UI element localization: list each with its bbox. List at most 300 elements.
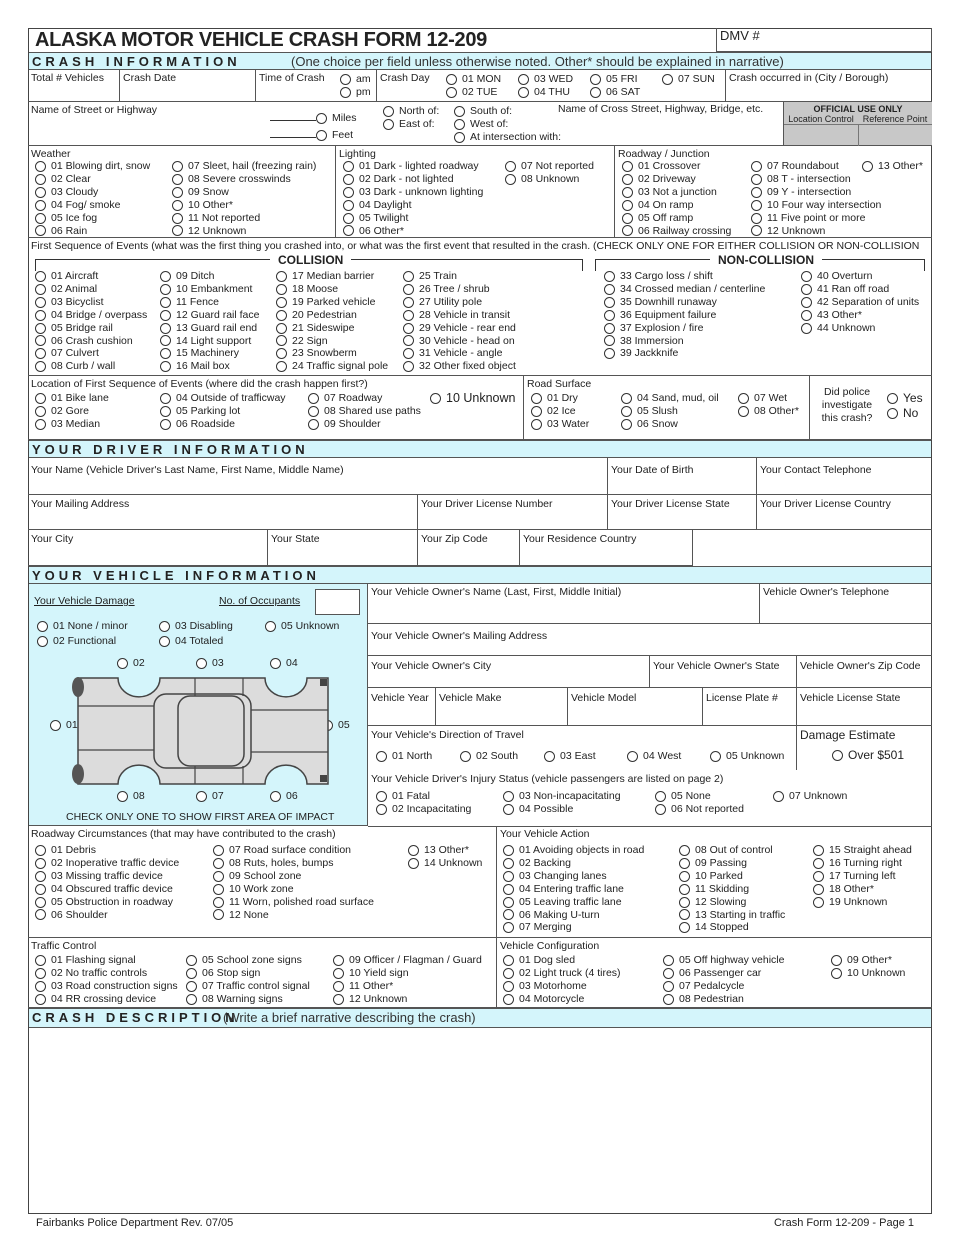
traffic-control-radio-option[interactable] — [35, 980, 178, 993]
roadway-radio-option[interactable] — [622, 225, 731, 238]
direction-radio-option[interactable] — [710, 750, 784, 763]
radio-circle-icon[interactable] — [172, 187, 183, 198]
radio-circle-icon[interactable] — [186, 968, 197, 979]
radio-circle-icon[interactable] — [172, 200, 183, 211]
radio-circle-icon[interactable] — [531, 393, 542, 404]
radio-circle-icon[interactable] — [160, 406, 171, 417]
configuration-radio-option[interactable] — [503, 954, 621, 967]
radio-circle-icon[interactable] — [265, 621, 276, 632]
radio-circle-icon[interactable] — [604, 323, 615, 334]
weather-radio-option[interactable] — [172, 199, 316, 212]
noncollision-radio-option[interactable] — [801, 322, 919, 335]
radio-circle-icon[interactable] — [160, 348, 171, 359]
collision-radio-option[interactable] — [160, 309, 259, 322]
vehicle-license-state-field[interactable] — [797, 688, 932, 726]
traffic-control-radio-option[interactable] — [333, 980, 482, 993]
radio-circle-icon[interactable] — [622, 187, 633, 198]
noncollision-radio-option[interactable] — [604, 270, 765, 283]
time-radio-option[interactable] — [340, 86, 371, 99]
vehicle-action-radio-option[interactable] — [679, 844, 785, 857]
radio-circle-icon[interactable] — [276, 310, 287, 321]
roadway-radio-option[interactable] — [622, 160, 731, 173]
radio-circle-icon[interactable] — [35, 310, 46, 321]
radio-circle-icon[interactable] — [503, 968, 514, 979]
state-field[interactable] — [268, 530, 418, 566]
weather-radio-option[interactable] — [35, 173, 150, 186]
traffic-control-radio-option[interactable] — [35, 993, 178, 1006]
radio-circle-icon[interactable] — [679, 922, 690, 933]
collision-radio-option[interactable] — [160, 270, 259, 283]
radio-circle-icon[interactable] — [503, 791, 514, 802]
radio-circle-icon[interactable] — [276, 335, 287, 346]
radio-circle-icon[interactable] — [35, 994, 46, 1005]
distance-input[interactable] — [270, 120, 316, 121]
collision-radio-option[interactable] — [276, 360, 388, 373]
radio-circle-icon[interactable] — [35, 323, 46, 334]
roadway-radio-option[interactable] — [751, 173, 881, 186]
time-radio-option[interactable] — [340, 73, 371, 86]
radio-circle-icon[interactable] — [308, 419, 319, 430]
road-surface-radio-option[interactable] — [531, 418, 589, 431]
injury-radio-option[interactable] — [376, 790, 471, 803]
collision-radio-option[interactable] — [160, 296, 259, 309]
radio-circle-icon[interactable] — [430, 393, 441, 404]
weather-radio-option[interactable] — [35, 186, 150, 199]
collision-radio-option[interactable] — [35, 322, 147, 335]
radio-circle-icon[interactable] — [531, 406, 542, 417]
radio-circle-icon[interactable] — [663, 968, 674, 979]
injury-radio-option[interactable] — [376, 803, 471, 816]
radio-circle-icon[interactable] — [213, 884, 224, 895]
vehicle-action-radio-option[interactable] — [503, 921, 644, 934]
vehicle-action-radio-option[interactable] — [503, 909, 644, 922]
vehicle-action-radio-option[interactable] — [503, 857, 644, 870]
radio-circle-icon[interactable] — [35, 419, 46, 430]
radio-circle-icon[interactable] — [403, 348, 414, 359]
impact-area-radio-option[interactable] — [196, 790, 224, 803]
collision-radio-option[interactable] — [403, 270, 516, 283]
circumstance-radio-option[interactable] — [35, 844, 179, 857]
radio-circle-icon[interactable] — [333, 955, 344, 966]
radio-circle-icon[interactable] — [35, 187, 46, 198]
radio-circle-icon[interactable] — [887, 408, 898, 419]
collision-radio-option[interactable] — [403, 322, 516, 335]
radio-circle-icon[interactable] — [679, 897, 690, 908]
collision-radio-option[interactable] — [276, 322, 388, 335]
radio-circle-icon[interactable] — [186, 981, 197, 992]
roadway-radio-option[interactable] — [622, 212, 731, 225]
lighting-radio-option[interactable] — [343, 160, 483, 173]
radio-circle-icon[interactable] — [503, 922, 514, 933]
configuration-radio-option[interactable] — [663, 993, 784, 1006]
radio-circle-icon[interactable] — [35, 225, 46, 236]
collision-radio-option[interactable] — [276, 296, 388, 309]
radio-circle-icon[interactable] — [887, 393, 898, 404]
radio-circle-icon[interactable] — [316, 113, 327, 124]
dob-field[interactable] — [608, 458, 757, 495]
collision-radio-option[interactable] — [35, 309, 147, 322]
impact-area-radio-option[interactable] — [270, 790, 298, 803]
police-radio-option[interactable] — [887, 391, 923, 406]
location-radio-option[interactable] — [160, 405, 286, 418]
radio-circle-icon[interactable] — [403, 284, 414, 295]
radio-circle-icon[interactable] — [604, 335, 615, 346]
circumstance-radio-option[interactable] — [35, 857, 179, 870]
radio-circle-icon[interactable] — [503, 884, 514, 895]
radio-circle-icon[interactable] — [213, 871, 224, 882]
radio-circle-icon[interactable] — [316, 130, 327, 141]
radio-circle-icon[interactable] — [403, 323, 414, 334]
impact-area-radio-option[interactable] — [270, 657, 298, 670]
impact-area-radio-option[interactable] — [196, 657, 224, 670]
weather-radio-option[interactable] — [35, 199, 150, 212]
license-state-field[interactable] — [608, 495, 757, 530]
traffic-control-radio-option[interactable] — [333, 993, 482, 1006]
configuration-radio-option[interactable] — [663, 967, 784, 980]
radio-circle-icon[interactable] — [460, 751, 471, 762]
radio-circle-icon[interactable] — [454, 119, 465, 130]
radio-circle-icon[interactable] — [343, 161, 354, 172]
license-number-field[interactable] — [418, 495, 608, 530]
radio-circle-icon[interactable] — [503, 955, 514, 966]
weather-radio-option[interactable] — [35, 160, 150, 173]
radio-circle-icon[interactable] — [35, 393, 46, 404]
phone-field[interactable] — [757, 458, 932, 495]
radio-circle-icon[interactable] — [160, 297, 171, 308]
configuration-radio-option[interactable] — [503, 967, 621, 980]
road-surface-radio-option[interactable] — [621, 392, 719, 405]
radio-circle-icon[interactable] — [831, 955, 842, 966]
collision-radio-option[interactable] — [403, 283, 516, 296]
vehicle-action-radio-option[interactable] — [813, 844, 912, 857]
collision-radio-option[interactable] — [403, 360, 516, 373]
radio-circle-icon[interactable] — [213, 909, 224, 920]
configuration-radio-option[interactable] — [503, 993, 621, 1006]
radio-circle-icon[interactable] — [604, 271, 615, 282]
vehicle-action-radio-option[interactable] — [679, 883, 785, 896]
day-radio-option[interactable] — [518, 73, 573, 86]
radio-circle-icon[interactable] — [276, 271, 287, 282]
radio-circle-icon[interactable] — [276, 284, 287, 295]
roadway-radio-option[interactable] — [751, 199, 881, 212]
radio-circle-icon[interactable] — [35, 909, 46, 920]
vehicle-action-radio-option[interactable] — [679, 870, 785, 883]
road-surface-radio-option[interactable] — [621, 405, 719, 418]
radio-circle-icon[interactable] — [213, 845, 224, 856]
city-field[interactable] — [28, 530, 268, 566]
radio-circle-icon[interactable] — [544, 751, 555, 762]
occupants-input[interactable] — [315, 589, 360, 615]
circumstance-radio-option[interactable] — [408, 844, 482, 857]
lighting-radio-option[interactable] — [343, 225, 483, 238]
circumstance-radio-option[interactable] — [213, 909, 374, 922]
collision-radio-option[interactable] — [35, 360, 147, 373]
road-surface-radio-option[interactable] — [531, 392, 589, 405]
roadway-radio-option[interactable] — [751, 225, 881, 238]
vehicle-action-radio-option[interactable] — [503, 883, 644, 896]
circumstance-radio-option[interactable] — [35, 870, 179, 883]
radio-circle-icon[interactable] — [172, 225, 183, 236]
license-country-field[interactable] — [757, 495, 932, 530]
estimate-radio-option[interactable] — [832, 749, 904, 762]
radio-circle-icon[interactable] — [186, 955, 197, 966]
radio-circle-icon[interactable] — [503, 858, 514, 869]
direction-of-radio-option[interactable] — [454, 118, 561, 131]
radio-circle-icon[interactable] — [403, 297, 414, 308]
radio-circle-icon[interactable] — [751, 225, 762, 236]
radio-circle-icon[interactable] — [376, 804, 387, 815]
radio-circle-icon[interactable] — [604, 310, 615, 321]
radio-circle-icon[interactable] — [862, 161, 873, 172]
location-radio-option[interactable] — [35, 392, 109, 405]
radio-circle-icon[interactable] — [621, 406, 632, 417]
radio-circle-icon[interactable] — [604, 284, 615, 295]
radio-circle-icon[interactable] — [813, 884, 824, 895]
radio-circle-icon[interactable] — [751, 161, 762, 172]
day-radio-option[interactable] — [590, 73, 640, 86]
day-radio-option[interactable] — [446, 86, 501, 99]
radio-circle-icon[interactable] — [160, 271, 171, 282]
road-surface-radio-option[interactable] — [738, 392, 799, 405]
radio-circle-icon[interactable] — [383, 106, 394, 117]
radio-circle-icon[interactable] — [186, 994, 197, 1005]
vehicle-action-radio-option[interactable] — [679, 896, 785, 909]
noncollision-radio-option[interactable] — [604, 335, 765, 348]
circumstance-radio-option[interactable] — [213, 857, 374, 870]
collision-radio-option[interactable] — [276, 335, 388, 348]
damage-radio-option[interactable] — [159, 619, 233, 634]
collision-radio-option[interactable] — [403, 296, 516, 309]
zip-field[interactable] — [418, 530, 520, 566]
radio-circle-icon[interactable] — [333, 981, 344, 992]
radio-circle-icon[interactable] — [376, 791, 387, 802]
noncollision-radio-option[interactable] — [604, 283, 765, 296]
collision-radio-option[interactable] — [35, 335, 147, 348]
noncollision-radio-option[interactable] — [604, 296, 765, 309]
total-vehicles-field[interactable] — [28, 70, 120, 102]
radio-circle-icon[interactable] — [308, 406, 319, 417]
owner-zip-field[interactable] — [797, 656, 932, 688]
radio-circle-icon[interactable] — [454, 106, 465, 117]
collision-radio-option[interactable] — [35, 347, 147, 360]
radio-circle-icon[interactable] — [50, 720, 61, 731]
radio-circle-icon[interactable] — [343, 213, 354, 224]
weather-radio-option[interactable] — [172, 186, 316, 199]
radio-circle-icon[interactable] — [663, 981, 674, 992]
radio-circle-icon[interactable] — [773, 791, 784, 802]
radio-circle-icon[interactable] — [213, 858, 224, 869]
radio-circle-icon[interactable] — [454, 132, 465, 143]
radio-circle-icon[interactable] — [832, 750, 843, 761]
collision-radio-option[interactable] — [35, 270, 147, 283]
roadway-radio-option[interactable] — [622, 199, 731, 212]
direction-radio-option[interactable] — [376, 750, 432, 763]
radio-circle-icon[interactable] — [160, 323, 171, 334]
crash-date-field[interactable] — [120, 70, 256, 102]
radio-circle-icon[interactable] — [35, 858, 46, 869]
radio-circle-icon[interactable] — [505, 161, 516, 172]
injury-radio-option[interactable] — [773, 790, 847, 803]
radio-circle-icon[interactable] — [813, 871, 824, 882]
crash-city-field[interactable] — [726, 70, 932, 102]
radio-circle-icon[interactable] — [340, 74, 351, 85]
traffic-control-radio-option[interactable] — [333, 967, 482, 980]
owner-name-field[interactable] — [368, 584, 760, 624]
radio-circle-icon[interactable] — [627, 751, 638, 762]
radio-circle-icon[interactable] — [35, 297, 46, 308]
radio-circle-icon[interactable] — [801, 323, 812, 334]
radio-circle-icon[interactable] — [160, 284, 171, 295]
distance-radio-option[interactable] — [316, 110, 357, 127]
collision-radio-option[interactable] — [276, 283, 388, 296]
radio-circle-icon[interactable] — [160, 393, 171, 404]
noncollision-radio-option[interactable] — [604, 347, 765, 360]
radio-circle-icon[interactable] — [383, 119, 394, 130]
radio-circle-icon[interactable] — [403, 361, 414, 372]
radio-circle-icon[interactable] — [333, 968, 344, 979]
radio-circle-icon[interactable] — [813, 858, 824, 869]
crash-narrative-input[interactable] — [29, 1029, 931, 1213]
radio-circle-icon[interactable] — [196, 791, 207, 802]
circumstance-radio-option[interactable] — [213, 883, 374, 896]
radio-circle-icon[interactable] — [343, 187, 354, 198]
radio-circle-icon[interactable] — [160, 419, 171, 430]
radio-circle-icon[interactable] — [403, 310, 414, 321]
radio-circle-icon[interactable] — [276, 361, 287, 372]
distance-radio-option[interactable] — [316, 127, 353, 144]
radio-circle-icon[interactable] — [813, 845, 824, 856]
radio-circle-icon[interactable] — [604, 297, 615, 308]
radio-circle-icon[interactable] — [333, 994, 344, 1005]
noncollision-radio-option[interactable] — [801, 283, 919, 296]
direction-radio-option[interactable] — [544, 750, 596, 763]
lighting-radio-option[interactable] — [505, 173, 594, 186]
radio-circle-icon[interactable] — [35, 955, 46, 966]
radio-circle-icon[interactable] — [801, 271, 812, 282]
radio-circle-icon[interactable] — [37, 636, 48, 647]
radio-circle-icon[interactable] — [35, 200, 46, 211]
weather-radio-option[interactable] — [35, 225, 150, 238]
vehicle-action-radio-option[interactable] — [813, 870, 912, 883]
radio-circle-icon[interactable] — [801, 297, 812, 308]
radio-circle-icon[interactable] — [446, 87, 457, 98]
collision-radio-option[interactable] — [160, 347, 259, 360]
vehicle-action-radio-option[interactable] — [679, 921, 785, 934]
circumstance-radio-option[interactable] — [213, 870, 374, 883]
radio-circle-icon[interactable] — [35, 968, 46, 979]
vehicle-action-radio-option[interactable] — [503, 870, 644, 883]
location-radio-option[interactable] — [160, 392, 286, 405]
radio-circle-icon[interactable] — [505, 174, 516, 185]
location-radio-option[interactable] — [308, 392, 421, 405]
radio-circle-icon[interactable] — [503, 897, 514, 908]
dmv-number-field[interactable] — [716, 28, 932, 52]
radio-circle-icon[interactable] — [35, 897, 46, 908]
radio-circle-icon[interactable] — [308, 393, 319, 404]
circumstance-radio-option[interactable] — [35, 896, 179, 909]
radio-circle-icon[interactable] — [117, 791, 128, 802]
radio-circle-icon[interactable] — [340, 87, 351, 98]
vehicle-action-radio-option[interactable] — [813, 883, 912, 896]
radio-circle-icon[interactable] — [35, 361, 46, 372]
radio-circle-icon[interactable] — [813, 897, 824, 908]
radio-circle-icon[interactable] — [751, 187, 762, 198]
radio-circle-icon[interactable] — [679, 909, 690, 920]
radio-circle-icon[interactable] — [270, 791, 281, 802]
day-radio-option[interactable] — [590, 86, 640, 99]
radio-circle-icon[interactable] — [35, 174, 46, 185]
configuration-radio-option[interactable] — [663, 980, 784, 993]
radio-circle-icon[interactable] — [531, 419, 542, 430]
noncollision-radio-option[interactable] — [801, 309, 919, 322]
weather-radio-option[interactable] — [172, 212, 316, 225]
radio-circle-icon[interactable] — [590, 74, 601, 85]
day-radio-option[interactable] — [446, 73, 501, 86]
radio-circle-icon[interactable] — [679, 845, 690, 856]
weather-radio-option[interactable] — [172, 160, 316, 173]
direction-radio-option[interactable] — [627, 750, 681, 763]
damage-radio-option[interactable] — [37, 634, 128, 649]
radio-circle-icon[interactable] — [35, 871, 46, 882]
radio-circle-icon[interactable] — [343, 225, 354, 236]
circumstance-radio-option[interactable] — [408, 857, 482, 870]
radio-circle-icon[interactable] — [655, 791, 666, 802]
roadway-radio-option[interactable] — [751, 186, 881, 199]
vehicle-model-field[interactable] — [568, 688, 703, 726]
lighting-radio-option[interactable] — [343, 212, 483, 225]
radio-circle-icon[interactable] — [738, 393, 749, 404]
radio-circle-icon[interactable] — [196, 658, 207, 669]
radio-circle-icon[interactable] — [751, 200, 762, 211]
roadway-radio-option[interactable] — [622, 173, 731, 186]
vehicle-action-radio-option[interactable] — [813, 896, 912, 909]
radio-circle-icon[interactable] — [35, 161, 46, 172]
configuration-radio-option[interactable] — [663, 954, 784, 967]
traffic-control-radio-option[interactable] — [186, 954, 310, 967]
radio-circle-icon[interactable] — [503, 871, 514, 882]
radio-circle-icon[interactable] — [518, 74, 529, 85]
radio-circle-icon[interactable] — [663, 955, 674, 966]
traffic-control-radio-option[interactable] — [35, 954, 178, 967]
radio-circle-icon[interactable] — [35, 213, 46, 224]
radio-circle-icon[interactable] — [159, 636, 170, 647]
radio-circle-icon[interactable] — [160, 361, 171, 372]
injury-radio-option[interactable] — [655, 803, 744, 816]
radio-circle-icon[interactable] — [343, 174, 354, 185]
damage-radio-option[interactable] — [37, 619, 128, 634]
collision-radio-option[interactable] — [160, 322, 259, 335]
circumstance-radio-option[interactable] — [213, 844, 374, 857]
radio-circle-icon[interactable] — [35, 335, 46, 346]
radio-circle-icon[interactable] — [590, 87, 601, 98]
location-radio-option[interactable] — [160, 418, 286, 431]
radio-circle-icon[interactable] — [403, 335, 414, 346]
lighting-radio-option[interactable] — [343, 199, 483, 212]
noncollision-radio-option[interactable] — [604, 322, 765, 335]
collision-radio-option[interactable] — [403, 309, 516, 322]
radio-circle-icon[interactable] — [503, 909, 514, 920]
radio-circle-icon[interactable] — [35, 981, 46, 992]
direction-of-radio-option[interactable] — [383, 105, 439, 118]
radio-circle-icon[interactable] — [738, 406, 749, 417]
location-radio-option[interactable] — [35, 405, 109, 418]
vehicle-action-radio-option[interactable] — [503, 844, 644, 857]
road-surface-radio-option[interactable] — [738, 405, 799, 418]
radio-circle-icon[interactable] — [622, 200, 633, 211]
radio-circle-icon[interactable] — [801, 284, 812, 295]
radio-circle-icon[interactable] — [35, 284, 46, 295]
circumstance-radio-option[interactable] — [35, 883, 179, 896]
